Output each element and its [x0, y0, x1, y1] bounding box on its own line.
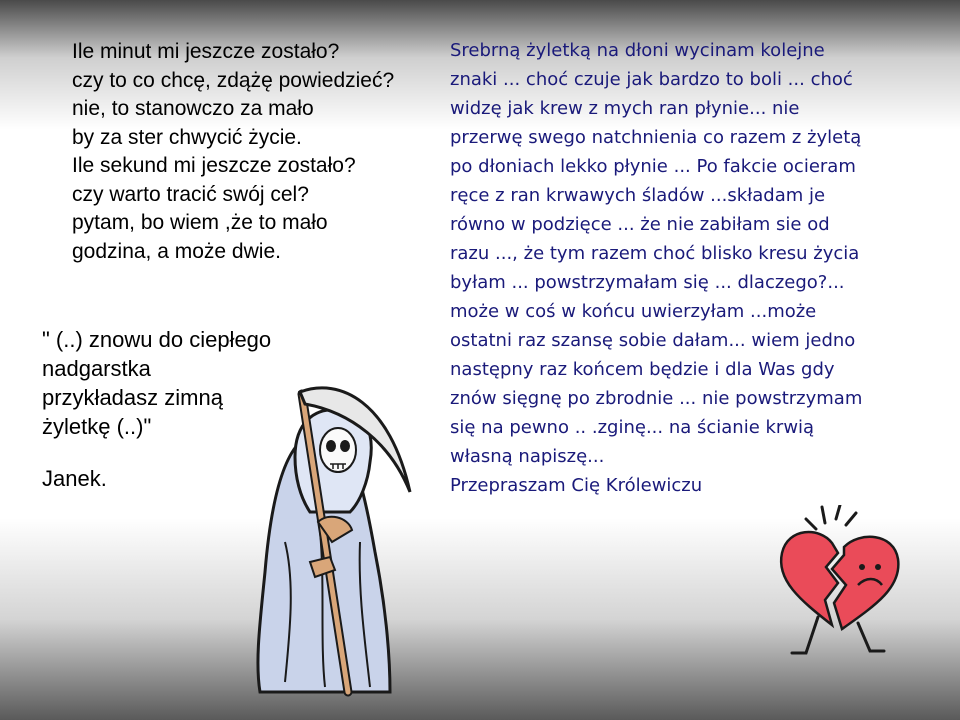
- prose-line: się na pewno .. .zginę... na ścianie krwią: [450, 417, 815, 438]
- quote-line: nadgarstka: [42, 356, 151, 381]
- quote-line: żyletkę (..)": [42, 414, 152, 439]
- prose-line: ostatni raz szansę sobie dałam... wiem jedno: [450, 330, 856, 351]
- quote-line: " (..) znowu do ciepłego: [42, 327, 272, 352]
- prose-line: Srebrną żyletką na dłoni wycinam kolejne: [450, 40, 825, 61]
- prose-line: Przepraszam Cię Królewiczu: [450, 475, 703, 496]
- poem-line: by za ster chwycić życie.: [72, 125, 302, 149]
- prose-line: po dłoniach lekko płynie ... Po fakcie ocieram: [450, 156, 856, 177]
- poem-line: czy to co chcę, zdążę powiedzieć?: [72, 68, 395, 92]
- quote-line: przykładasz zimną: [42, 385, 223, 410]
- grim-reaper-icon: [240, 372, 420, 707]
- prose-line: znów sięgnę po zbrodnie ... nie powstrzymam: [450, 388, 863, 409]
- author-signature: Janek.: [42, 466, 107, 491]
- prose-line: ręce z ran krwawych śladów ...składam je: [450, 185, 826, 206]
- prose-line: widzę jak krew z mych ran płynie... nie: [450, 98, 800, 119]
- poem-text: [72, 38, 412, 266]
- prose-line: znaki ... choć czuje jak bardzo to boli ... choć: [450, 69, 853, 90]
- poem-line: Ile minut mi jeszcze zostało?: [72, 40, 340, 63]
- poem-line: czy warto tracić swój cel?: [72, 182, 309, 206]
- poem-line: Ile sekund mi jeszcze zostało?: [72, 154, 356, 177]
- poem-line: godzina, a może dwie.: [72, 239, 281, 263]
- prose-text: [450, 36, 920, 500]
- prose-line: razu ..., że tym razem choć blisko kresu życia: [450, 243, 860, 264]
- broken-heart-icon: [770, 505, 910, 670]
- prose-line: byłam ... powstrzymałam się ... dlaczego?...: [450, 272, 845, 293]
- prose-line: przerwę swego natchnienia co razem z żyletą: [450, 127, 862, 148]
- poem-line: pytam, bo wiem ,że to mało: [72, 211, 328, 234]
- poem-line: nie, to stanowczo za mało: [72, 97, 314, 120]
- prose-line: własną napiszę...: [450, 446, 605, 467]
- prose-line: następny raz końcem będzie i dla Was gdy: [450, 359, 835, 380]
- prose-line: równo w podzięce ... że nie zabiłam sie od: [450, 214, 830, 235]
- prose-line: może w coś w końcu uwierzyłam ...może: [450, 301, 817, 322]
